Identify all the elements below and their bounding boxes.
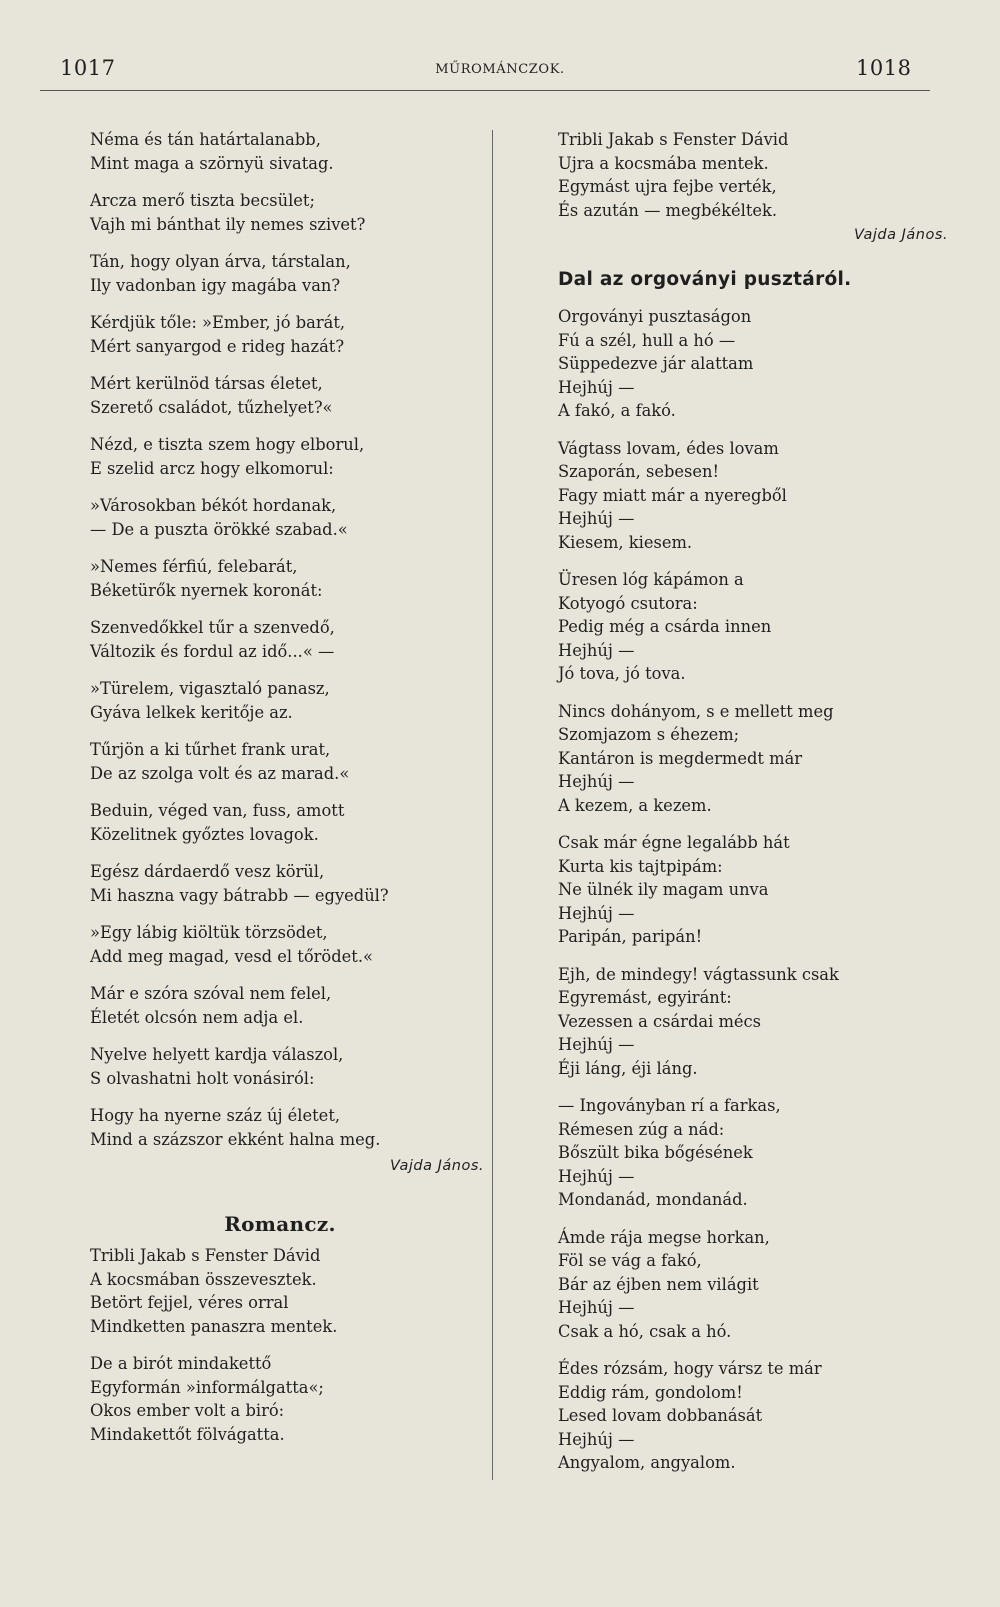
verse-line: Föl se vág a fakó, bbox=[558, 1251, 702, 1270]
stanza bbox=[558, 1226, 938, 1344]
verse-line: Ne ülnék ily magam unva bbox=[558, 880, 769, 899]
verse-line: Orgoványi pusztaságon bbox=[558, 307, 752, 326]
verse-line: Mindakettőt fölvágatta. bbox=[90, 1424, 285, 1444]
verse-line: »Nemes férfiú, felebarát, bbox=[90, 557, 298, 576]
stanza bbox=[558, 1094, 938, 1212]
verse-line: Paripán, paripán! bbox=[558, 927, 703, 946]
stanza bbox=[90, 250, 470, 297]
stanza bbox=[90, 677, 470, 724]
verse-line: De a birót mindakettő bbox=[90, 1354, 272, 1373]
running-title: MŰROMÁNCZOK. bbox=[435, 62, 565, 77]
verse-line: Nézd, e tiszta szem hogy elborul, bbox=[90, 435, 365, 454]
stanza bbox=[90, 311, 470, 358]
verse-line: Kérdjük tőle: »Ember, jó barát, bbox=[90, 313, 346, 332]
verse-line: Betört fejjel, véres orral bbox=[90, 1293, 289, 1312]
verse-line: Bár az éjben nem világit bbox=[558, 1274, 759, 1294]
verse-line: Hejhúj — bbox=[558, 1429, 635, 1449]
stanza bbox=[90, 1104, 470, 1151]
verse-line: Hogy ha nyerne száz új életet, bbox=[90, 1106, 341, 1125]
stanza bbox=[558, 128, 938, 222]
stanza bbox=[558, 568, 938, 686]
verse-line: Hejhúj — bbox=[558, 509, 635, 528]
poem-stanzas bbox=[90, 128, 470, 1151]
verse-line: Hejhúj — bbox=[558, 640, 635, 660]
verse-line: Egész dárdaerdő vesz körül, bbox=[90, 862, 325, 881]
verse-line: Szerető családot, tűzhelyet?« bbox=[90, 397, 333, 417]
verse-line: Hejhúj — bbox=[558, 903, 635, 923]
header-rule bbox=[40, 90, 930, 91]
romancz-stanzas bbox=[90, 1244, 470, 1446]
stanza bbox=[90, 799, 470, 846]
verse-line: Egymást ujra fejbe verték, bbox=[558, 177, 777, 196]
verse-line: Mindketten panaszra mentek. bbox=[90, 1316, 338, 1336]
stanza bbox=[90, 1043, 470, 1090]
verse-line: Rémesen zúg a nád: bbox=[558, 1119, 725, 1139]
stanza bbox=[90, 616, 470, 663]
right-column bbox=[558, 128, 948, 1489]
verse-line: »Egy lábig kiöltük törzsödet, bbox=[90, 923, 328, 942]
romancz-final-stanza bbox=[558, 128, 938, 222]
stanza bbox=[90, 555, 470, 602]
verse-line: Vezessen a csárdai mécs bbox=[558, 1011, 762, 1031]
stanza bbox=[558, 831, 938, 949]
verse-line: Szenvedőkkel tűr a szenvedő, bbox=[90, 618, 335, 637]
verse-line: Közelitnek győztes lovagok. bbox=[90, 824, 319, 844]
stanza bbox=[90, 1352, 470, 1446]
stanza bbox=[90, 372, 470, 419]
stanza bbox=[90, 921, 470, 968]
poem-signature: Vajda János. bbox=[390, 1158, 484, 1174]
verse-line: Okos ember volt a biró: bbox=[90, 1401, 285, 1420]
verse-line: Mint maga a szörnyü sivatag. bbox=[90, 153, 334, 173]
verse-line: Édes rózsám, hogy vársz te már bbox=[558, 1359, 822, 1378]
verse-line: Arcza merő tiszta becsület; bbox=[90, 191, 315, 210]
page-header bbox=[0, 0, 1000, 100]
verse-line: Szaporán, sebesen! bbox=[558, 462, 720, 481]
verse-line: S olvashatni holt vonásiról: bbox=[90, 1068, 315, 1088]
verse-line: Vajh mi bánthat ily nemes szivet? bbox=[90, 214, 366, 234]
stanza bbox=[90, 433, 470, 480]
romancz-signature: Vajda János. bbox=[854, 227, 948, 243]
column-divider bbox=[492, 130, 493, 1480]
verse-line: Már e szóra szóval nem felel, bbox=[90, 984, 332, 1003]
stanza bbox=[90, 189, 470, 236]
verse-line: Hejhúj — bbox=[558, 1035, 635, 1054]
verse-line: — Ingoványban rí a farkas, bbox=[558, 1096, 781, 1115]
verse-line: Néma és tán határtalanabb, bbox=[90, 130, 321, 149]
verse-line: Éji láng, éji láng. bbox=[558, 1058, 698, 1078]
verse-line: E szelid arcz hogy elkomorul: bbox=[90, 458, 334, 478]
verse-line: Ujra a kocsmába mentek. bbox=[558, 153, 769, 173]
verse-line: »Türelem, vigasztaló panasz, bbox=[90, 679, 330, 698]
page-number-right: 1018 bbox=[856, 56, 912, 80]
verse-line: Hejhúj — bbox=[558, 1166, 635, 1186]
stanza bbox=[90, 1244, 470, 1338]
verse-line: Add meg magad, vesd el tőrödet.« bbox=[90, 946, 373, 966]
verse-line: Kantáron is megdermedt már bbox=[558, 748, 803, 768]
verse-line: Változik és fordul az idő...« — bbox=[90, 641, 335, 661]
romancz-title: Romancz. bbox=[224, 1211, 336, 1236]
verse-line: Ámde rája megse horkan, bbox=[558, 1227, 770, 1247]
verse-line: Fagy miatt már a nyeregből bbox=[558, 485, 787, 505]
verse-line: Szomjazom s éhezem; bbox=[558, 725, 740, 744]
verse-line: Nyelve helyett kardja válaszol, bbox=[90, 1045, 344, 1064]
stanza bbox=[558, 305, 938, 423]
verse-line: A fakó, a fakó. bbox=[558, 401, 676, 420]
verse-line: Eddig rám, gondolom! bbox=[558, 1382, 743, 1402]
stanza bbox=[558, 700, 938, 818]
stanza bbox=[558, 1357, 938, 1475]
verse-line: Pedig még a csárda innen bbox=[558, 617, 772, 636]
verse-line: Nincs dohányom, s e mellett meg bbox=[558, 701, 834, 721]
verse-line: Kurta kis tajtpipám: bbox=[558, 856, 723, 876]
verse-line: Mondanád, mondanád. bbox=[558, 1190, 748, 1209]
verse-line: Hejhúj — bbox=[558, 377, 635, 397]
verse-line: Csak a hó, csak a hó. bbox=[558, 1321, 732, 1341]
verse-line: Egyformán »informálgatta«; bbox=[90, 1377, 324, 1397]
verse-line: »Városokban békót hordanak, bbox=[90, 496, 337, 515]
verse-line: A kezem, a kezem. bbox=[558, 795, 712, 815]
verse-line: Tán, hogy olyan árva, társtalan, bbox=[90, 252, 351, 271]
verse-line: Beduin, véged van, fuss, amott bbox=[90, 801, 345, 820]
verse-line: Mi haszna vagy bátrabb — egyedül? bbox=[90, 885, 389, 905]
verse-line: Ejh, de mindegy! vágtassunk csak bbox=[558, 964, 839, 984]
verse-line: Kiesem, kiesem. bbox=[558, 532, 693, 552]
verse-line: Jó tova, jó tova. bbox=[558, 664, 686, 683]
verse-line: Hejhúj — bbox=[558, 772, 635, 791]
stanza bbox=[90, 738, 470, 785]
verse-line: Angyalom, angyalom. bbox=[558, 1453, 736, 1472]
verse-line: Tribli Jakab s Fenster Dávid bbox=[558, 130, 789, 149]
stanza bbox=[90, 982, 470, 1029]
verse-line: Tribli Jakab s Fenster Dávid bbox=[90, 1246, 321, 1265]
verse-line: Kotyogó csutora: bbox=[558, 593, 698, 613]
verse-line: Bőszült bika bőgésének bbox=[558, 1143, 753, 1162]
dal-stanzas bbox=[558, 305, 938, 1475]
stanza bbox=[90, 128, 470, 175]
verse-line: Mért sanyargod e rideg hazát? bbox=[90, 336, 345, 356]
verse-line: És azután — megbékéltek. bbox=[558, 200, 778, 220]
verse-line: Mind a százszor ekként halna meg. bbox=[90, 1129, 381, 1149]
verse-line: De az szolga volt és az marad.« bbox=[90, 763, 350, 783]
verse-line: Gyáva lelkek keritője az. bbox=[90, 702, 293, 722]
page-number-left: 1017 bbox=[60, 56, 116, 80]
verse-line: Életét olcsón nem adja el. bbox=[90, 1007, 304, 1027]
verse-line: A kocsmában összevesztek. bbox=[90, 1269, 317, 1289]
verse-line: Tűrjön a ki tűrhet frank urat, bbox=[90, 740, 331, 759]
verse-line: Csak már égne legalább hát bbox=[558, 833, 790, 852]
verse-line: Hejhúj — bbox=[558, 1298, 635, 1317]
dal-title: Dal az orgoványi pusztáról. bbox=[558, 268, 852, 290]
verse-line: Béketürők nyernek koronát: bbox=[90, 580, 323, 600]
verse-line: — De a puszta örökké szabad.« bbox=[90, 519, 348, 539]
stanza bbox=[90, 860, 470, 907]
verse-line: Ily vadonban igy magába van? bbox=[90, 275, 341, 295]
stanza bbox=[90, 494, 470, 541]
verse-line: Süppedezve jár alattam bbox=[558, 354, 754, 373]
verse-line: Lesed lovam dobbanását bbox=[558, 1406, 763, 1425]
stanza bbox=[558, 437, 938, 555]
left-column bbox=[90, 128, 484, 1460]
verse-line: Mért kerülnöd társas életet, bbox=[90, 374, 323, 393]
verse-line: Vágtass lovam, édes lovam bbox=[558, 438, 779, 458]
stanza bbox=[558, 963, 938, 1081]
verse-line: Egyremást, egyiránt: bbox=[558, 988, 732, 1007]
verse-line: Üresen lóg kápámon a bbox=[558, 570, 744, 589]
verse-line: Fú a szél, hull a hó — bbox=[558, 330, 736, 350]
